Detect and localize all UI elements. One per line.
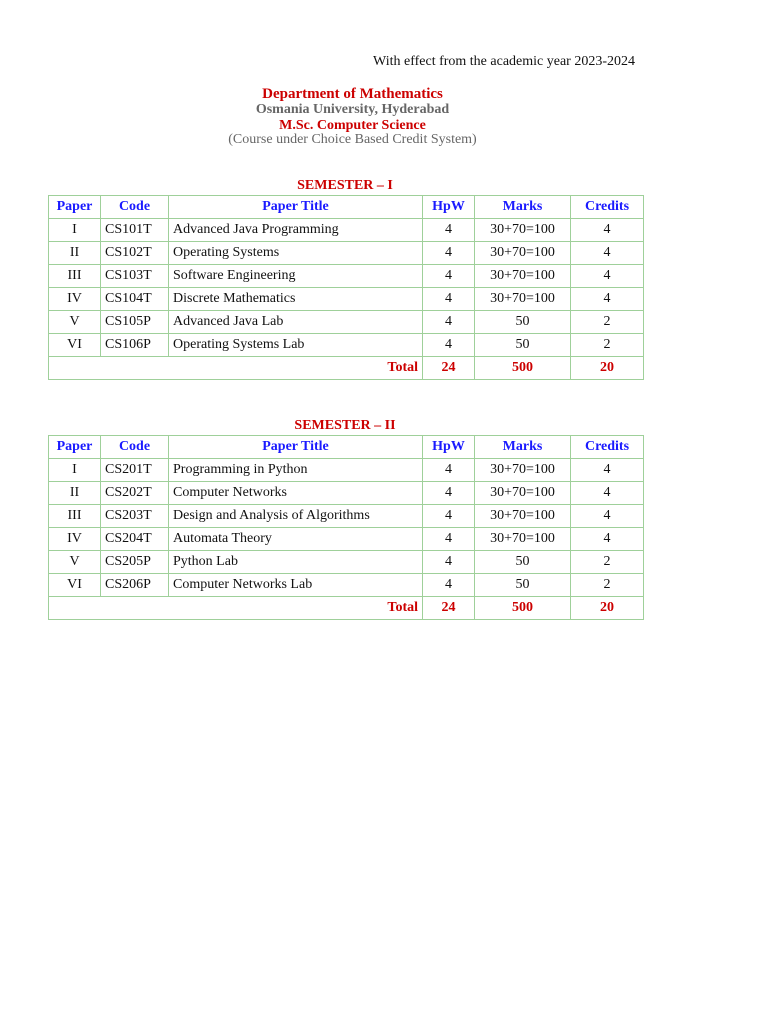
paper-number: I (49, 459, 101, 482)
paper-title: Advanced Java Programming (169, 219, 423, 242)
total-hpw: 24 (423, 357, 475, 380)
credits-value: 4 (571, 219, 644, 242)
course-code: CS101T (101, 219, 169, 242)
marks-value: 30+70=100 (475, 528, 571, 551)
paper-number: II (49, 242, 101, 265)
paper-title: Computer Networks Lab (169, 574, 423, 597)
course-code: CS202T (101, 482, 169, 505)
credits-value: 2 (571, 551, 644, 574)
column-header-title: Paper Title (169, 196, 423, 219)
hpw-value: 4 (423, 551, 475, 574)
column-header-marks: Marks (475, 196, 571, 219)
credits-value: 4 (571, 242, 644, 265)
total-credits: 20 (571, 357, 644, 380)
paper-title: Operating Systems (169, 242, 423, 265)
total-label: Total (49, 357, 423, 380)
hpw-value: 4 (423, 242, 475, 265)
table-row (49, 288, 644, 311)
marks-value: 30+70=100 (475, 242, 571, 265)
column-header-marks: Marks (475, 436, 571, 459)
effective-year-note: With effect from the academic year 2023-2024 (373, 54, 635, 69)
table-row (49, 505, 644, 528)
marks-value: 30+70=100 (475, 459, 571, 482)
total-row (49, 597, 644, 620)
semester-2-title: SEMESTER – II (294, 418, 396, 433)
paper-title: Software Engineering (169, 265, 423, 288)
marks-value: 30+70=100 (475, 505, 571, 528)
paper-title: Discrete Mathematics (169, 288, 423, 311)
total-credits: 20 (571, 597, 644, 620)
column-header-credits: Credits (571, 436, 644, 459)
marks-value: 30+70=100 (475, 265, 571, 288)
hpw-value: 4 (423, 505, 475, 528)
table-header-row (49, 196, 644, 219)
paper-number: IV (49, 288, 101, 311)
column-header-credits: Credits (571, 196, 644, 219)
course-code: CS105P (101, 311, 169, 334)
table-row (49, 334, 644, 357)
course-code: CS102T (101, 242, 169, 265)
marks-value: 50 (475, 574, 571, 597)
column-header-paper: Paper (49, 436, 101, 459)
course-code: CS204T (101, 528, 169, 551)
table-header-row (49, 436, 644, 459)
hpw-value: 4 (423, 288, 475, 311)
column-header-code: Code (101, 196, 169, 219)
paper-title: Advanced Java Lab (169, 311, 423, 334)
column-header-code: Code (101, 436, 169, 459)
credits-value: 4 (571, 505, 644, 528)
paper-title: Operating Systems Lab (169, 334, 423, 357)
table-row (49, 459, 644, 482)
credits-value: 4 (571, 482, 644, 505)
university-name: Osmania University, Hyderabad (255, 102, 450, 117)
credits-value: 4 (571, 265, 644, 288)
hpw-value: 4 (423, 482, 475, 505)
table-row (49, 265, 644, 288)
column-header-paper: Paper (49, 196, 101, 219)
program-name: M.Sc. Computer Science (279, 118, 426, 133)
marks-value: 30+70=100 (475, 219, 571, 242)
marks-value: 30+70=100 (475, 482, 571, 505)
course-code: CS103T (101, 265, 169, 288)
paper-number: IV (49, 528, 101, 551)
semester-1-rows (49, 219, 644, 357)
paper-number: VI (49, 334, 101, 357)
course-code: CS106P (101, 334, 169, 357)
paper-title: Computer Networks (169, 482, 423, 505)
paper-title: Design and Analysis of Algorithms (169, 505, 423, 528)
paper-number: VI (49, 574, 101, 597)
table-row (49, 551, 644, 574)
paper-number: V (49, 311, 101, 334)
table-row (49, 574, 644, 597)
column-header-hpw: HpW (423, 196, 475, 219)
total-hpw: 24 (423, 597, 475, 620)
marks-value: 50 (475, 551, 571, 574)
semester-2-table (48, 435, 644, 620)
course-code: CS203T (101, 505, 169, 528)
credits-value: 2 (571, 311, 644, 334)
credits-value: 4 (571, 459, 644, 482)
paper-number: I (49, 219, 101, 242)
hpw-value: 4 (423, 311, 475, 334)
marks-value: 30+70=100 (475, 288, 571, 311)
hpw-value: 4 (423, 219, 475, 242)
hpw-value: 4 (423, 334, 475, 357)
department-title: Department of Mathematics (262, 86, 443, 102)
paper-number: II (49, 482, 101, 505)
column-header-title: Paper Title (169, 436, 423, 459)
paper-title: Programming in Python (169, 459, 423, 482)
credit-system-note: (Course under Choice Based Credit System) (228, 132, 477, 147)
paper-title: Python Lab (169, 551, 423, 574)
credits-value: 4 (571, 288, 644, 311)
course-code: CS206P (101, 574, 169, 597)
course-code: CS205P (101, 551, 169, 574)
paper-number: III (49, 265, 101, 288)
semester-2-rows (49, 459, 644, 597)
total-row (49, 357, 644, 380)
paper-title: Automata Theory (169, 528, 423, 551)
column-header-hpw: HpW (423, 436, 475, 459)
total-marks: 500 (475, 357, 571, 380)
course-code: CS104T (101, 288, 169, 311)
paper-number: V (49, 551, 101, 574)
marks-value: 50 (475, 311, 571, 334)
credits-value: 2 (571, 334, 644, 357)
semester-1-title: SEMESTER – I (297, 178, 393, 193)
credits-value: 4 (571, 528, 644, 551)
paper-number: III (49, 505, 101, 528)
hpw-value: 4 (423, 265, 475, 288)
table-row (49, 219, 644, 242)
total-label: Total (49, 597, 423, 620)
semester-1-table (48, 195, 644, 380)
table-row (49, 242, 644, 265)
hpw-value: 4 (423, 459, 475, 482)
marks-value: 50 (475, 334, 571, 357)
table-row (49, 528, 644, 551)
course-code: CS201T (101, 459, 169, 482)
hpw-value: 4 (423, 574, 475, 597)
credits-value: 2 (571, 574, 644, 597)
total-marks: 500 (475, 597, 571, 620)
table-row (49, 482, 644, 505)
hpw-value: 4 (423, 528, 475, 551)
table-row (49, 311, 644, 334)
